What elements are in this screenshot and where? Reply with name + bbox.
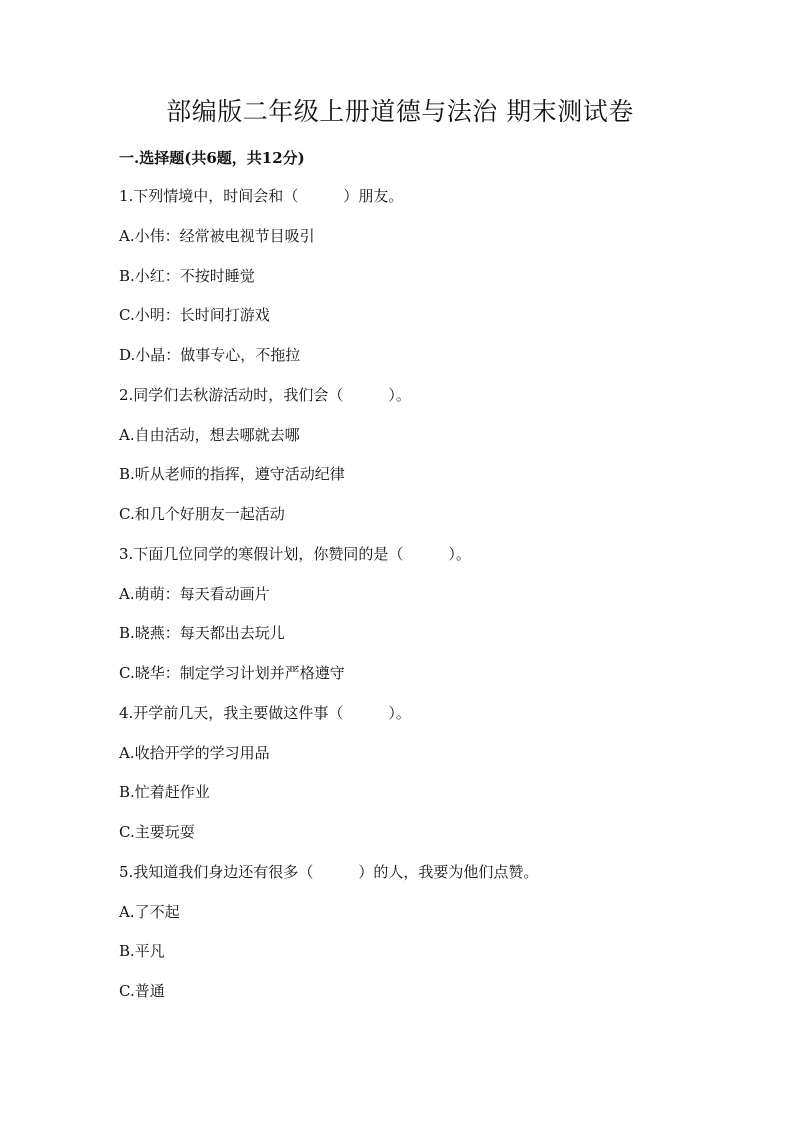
question-1-option-d: D.小晶：做事专心，不拖拉	[119, 346, 301, 364]
question-3-text: 3.下面几位同学的寒假计划，你赞同的是（ ）。	[119, 544, 471, 563]
question-list	[119, 184, 719, 1019]
question-5-text: 5.我知道我们身边还有很多（ ）的人，我要为他们点赞。	[119, 862, 539, 881]
question-4-option-a: A.收拾开学的学习用品	[119, 743, 270, 762]
question-4-option-c: C.主要玩耍	[119, 823, 195, 841]
question-4-text: 4.开学前几天，我主要做这件事（ ）。	[119, 703, 411, 722]
question-2-option-c: C.和几个好朋友一起活动	[119, 505, 285, 523]
section-heading: 一.选择题(共6题，共12分)	[119, 149, 305, 167]
question-2-option-b: B.听从老师的指挥，遵守活动纪律	[119, 465, 345, 484]
question-2-text: 2.同学们去秋游活动时，我们会（ ）。	[119, 385, 411, 404]
question-1-text: 1.下列情境中，时间会和（ ）朋友。	[119, 187, 404, 205]
question-5-option-a: A.了不起	[119, 902, 180, 921]
question-3-option-c: C.晓华：制定学习计划并严格遵守	[119, 664, 345, 682]
question-1-option-c: C.小明：长时间打游戏	[119, 306, 270, 325]
question-5-option-b: B.平凡	[119, 942, 165, 961]
question-4-option-b: B.忙着赶作业	[119, 783, 210, 802]
question-1-option-b: B.小红：不按时睡觉	[119, 266, 255, 285]
question-3-option-b: B.晓燕：每天都出去玩儿	[119, 624, 285, 643]
question-3-option-a: A.萌萌：每天看动画片	[119, 584, 270, 603]
question-2-option-a: A.自由活动，想去哪就去哪	[119, 425, 300, 444]
question-1-option-a: A.小伟：经常被电视节目吸引	[119, 226, 315, 245]
page-title: 部编版二年级上册道德与法治 期末测试卷	[166, 97, 634, 126]
question-5-option-c: C.普通	[119, 982, 165, 1000]
